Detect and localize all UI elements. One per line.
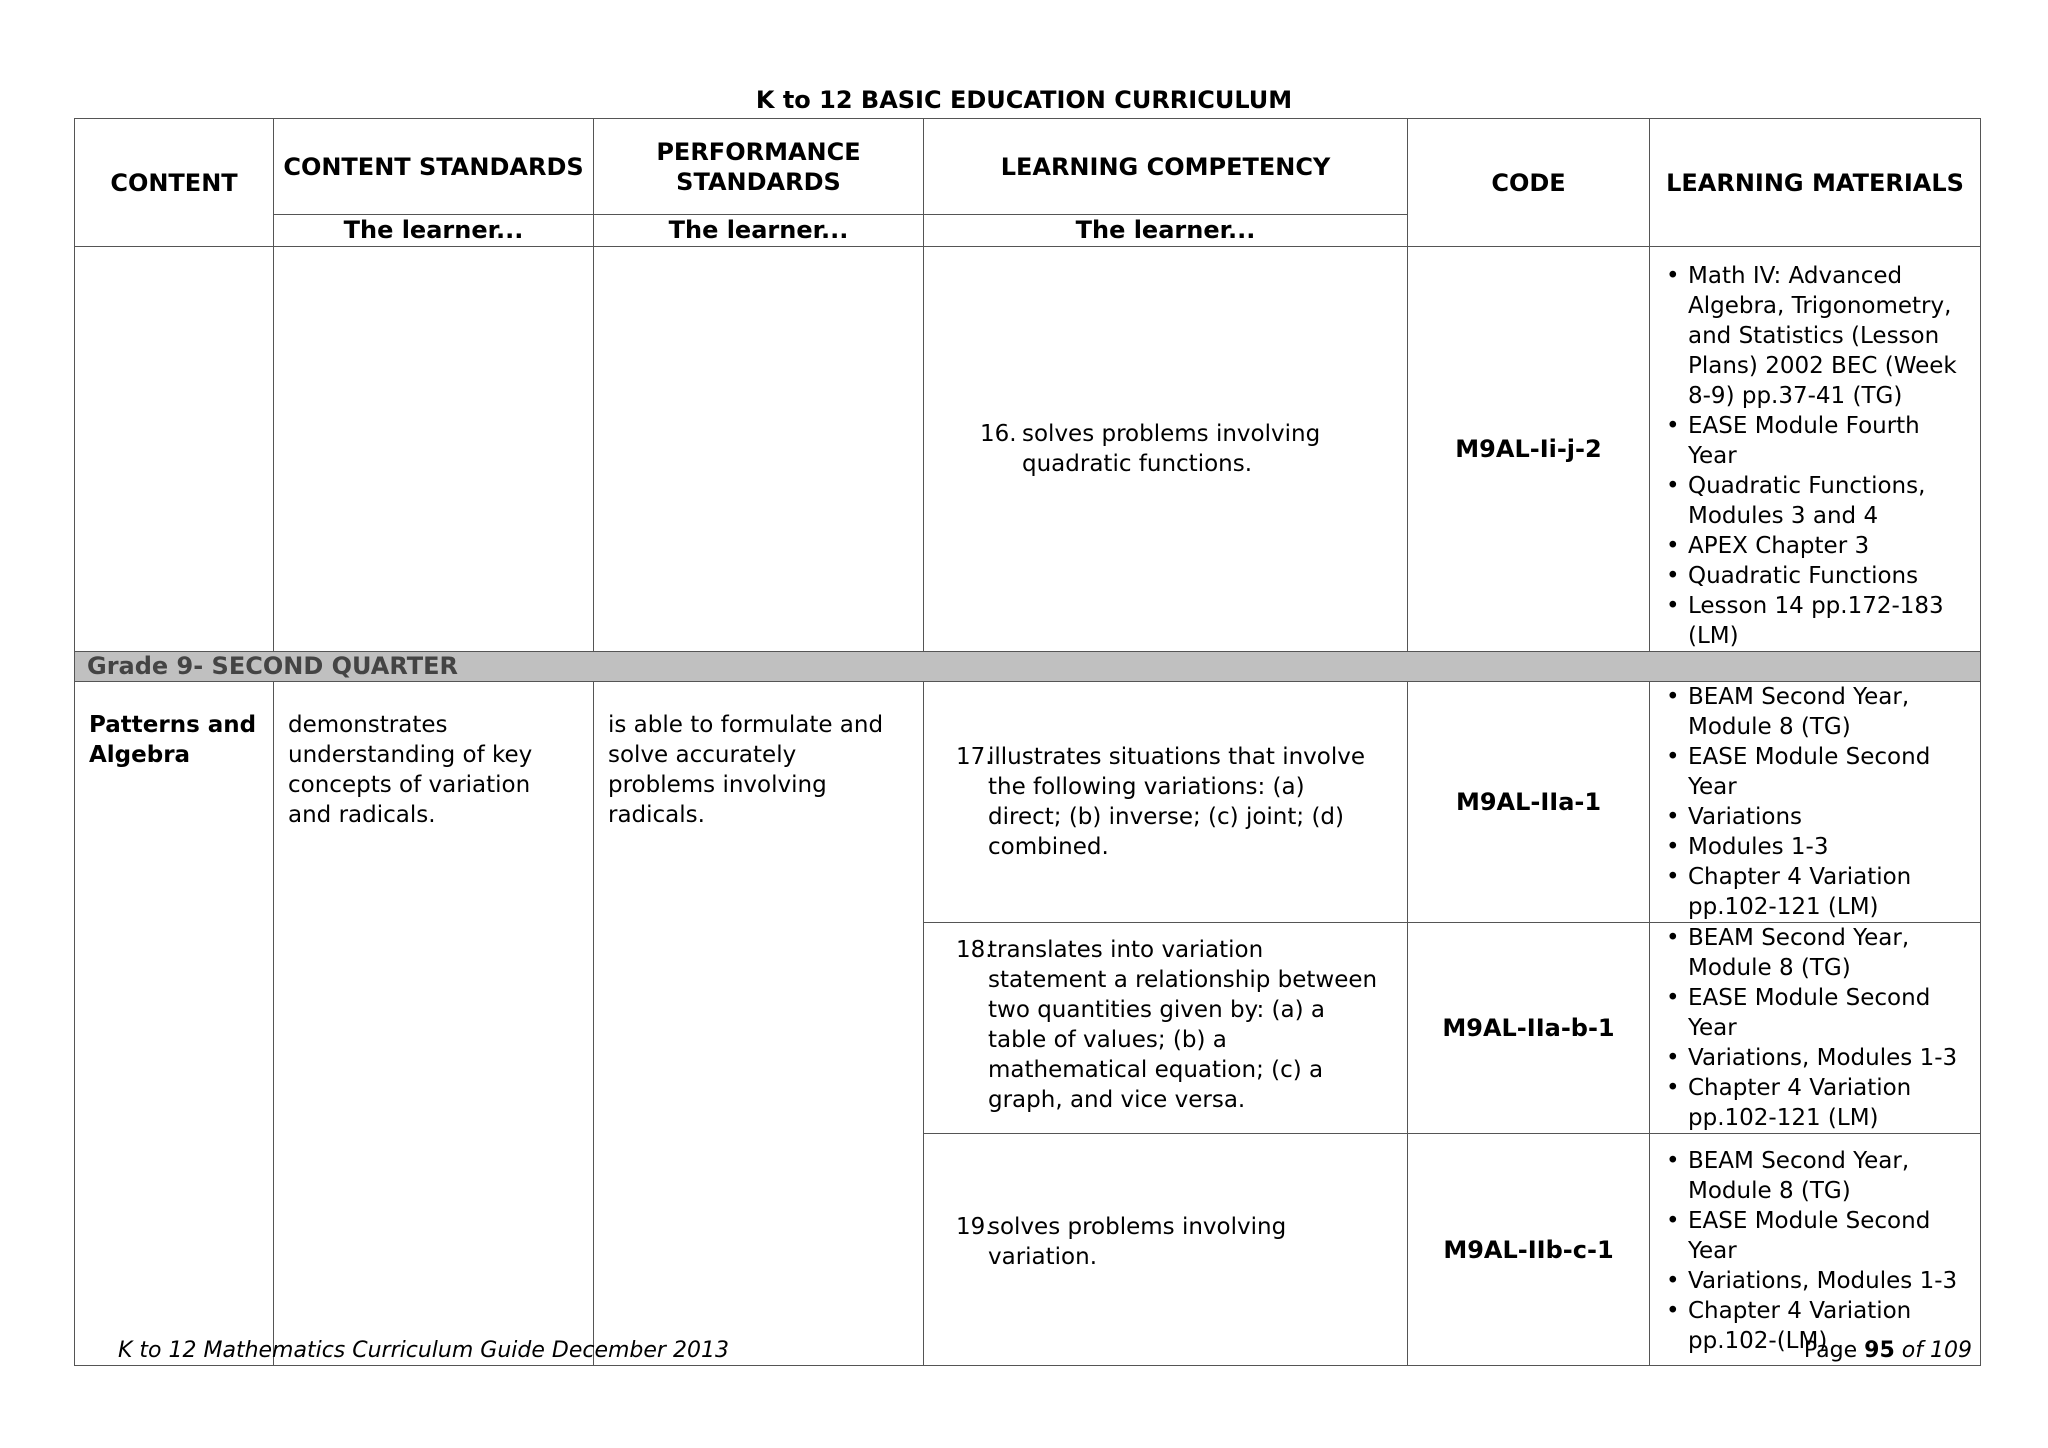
list-item: • Variations, Modules 1-3 xyxy=(1688,1043,1972,1073)
code-cell: M9AL-IIb-c-1 xyxy=(1408,1134,1650,1366)
list-item: • Modules 1-3 xyxy=(1688,832,1972,862)
header-learning-competency: LEARNING COMPETENCY xyxy=(924,119,1408,215)
list-item: • BEAM Second Year, Module 8 (TG) xyxy=(1688,682,1972,742)
code-cell: M9AL-IIa-1 xyxy=(1408,682,1650,923)
list-item: • Lesson 14 pp.172-183 (LM) xyxy=(1688,591,1972,651)
list-item: • Chapter 4 Variation pp.102-121 (LM) xyxy=(1688,1073,1972,1133)
materials-cell xyxy=(1650,682,1981,923)
competency-cell xyxy=(924,247,1408,652)
header-content-standards: CONTENT STANDARDS xyxy=(274,119,594,215)
list-item: • EASE Module Second Year xyxy=(1688,1206,1972,1266)
page-word: Page xyxy=(1803,1338,1858,1363)
materials-list xyxy=(1654,261,1972,651)
header-learner-lc: The learner... xyxy=(924,215,1408,247)
table-row xyxy=(75,247,1981,652)
competency-number: 16. xyxy=(980,421,1017,447)
competency-text: translates into variation statement a relationship between two quantities given by: (a) a table of values; (b) a mathematical equation; (c) a graph, and vice versa. xyxy=(988,937,1378,1113)
competency-text: illustrates situations that involve the following variations: (a) direct; (b) inverse; (c) joint; (d) combined. xyxy=(988,744,1365,860)
list-item: • EASE Module Second Year xyxy=(1688,742,1972,802)
materials-list xyxy=(1654,923,1972,1133)
list-item: • Quadratic Functions xyxy=(1688,561,1972,591)
competency-cell xyxy=(924,682,1408,923)
competency-number: 17. xyxy=(956,744,993,770)
competency-number: 18. xyxy=(956,937,993,963)
list-item: • Quadratic Functions, Modules 3 and 4 xyxy=(1688,471,1972,531)
header-learning-materials: LEARNING MATERIALS xyxy=(1650,119,1981,247)
header-learner-ps: The learner... xyxy=(594,215,924,247)
curriculum-table xyxy=(74,118,1981,1366)
list-item: • APEX Chapter 3 xyxy=(1688,531,1972,561)
list-item: • BEAM Second Year, Module 8 (TG) xyxy=(1688,1146,1972,1206)
competency-text: solves problems involving quadratic functions. xyxy=(1022,421,1321,477)
header-performance-standards: PERFORMANCE STANDARDS xyxy=(594,119,924,215)
list-item: • Variations xyxy=(1688,802,1972,832)
competency-text: solves problems involving variation. xyxy=(988,1213,1287,1270)
quarter-banner: Grade 9- SECOND QUARTER xyxy=(75,652,1981,682)
table-row xyxy=(75,682,1981,923)
materials-cell xyxy=(1650,923,1981,1134)
competency-cell xyxy=(924,1134,1408,1366)
list-item: • BEAM Second Year, Module 8 (TG) xyxy=(1688,923,1972,983)
materials-list xyxy=(1654,1146,1972,1356)
empty-cell xyxy=(594,247,924,652)
code-cell: M9AL-Ii-j-2 xyxy=(1408,247,1650,652)
content-cell: Patterns and Algebra xyxy=(75,682,274,1366)
header-content: CONTENT xyxy=(75,119,274,247)
list-item: • Chapter 4 Variation pp.102-(LM) xyxy=(1688,1296,1972,1356)
list-item: • Math IV: Advanced Algebra, Trigonometry, and Statistics (Lesson Plans) 2002 BEC (Week 8-9) pp.37-41 (TG) xyxy=(1688,261,1972,411)
header-code: CODE xyxy=(1408,119,1650,247)
empty-cell xyxy=(274,247,594,652)
footer-guide-title: K to 12 Mathematics Curriculum Guide December 2013 xyxy=(118,1338,729,1363)
materials-list xyxy=(1654,682,1972,922)
materials-cell xyxy=(1650,247,1981,652)
performance-standard-cell: is able to formulate and solve accurately problems involving radicals. xyxy=(594,682,924,1366)
list-item: • Chapter 4 Variation pp.102-121 (LM) xyxy=(1688,862,1972,922)
footer-page-number xyxy=(1804,1338,1972,1363)
materials-cell xyxy=(1650,1134,1981,1366)
page-total: of 109 xyxy=(1901,1338,1972,1363)
document-title: K to 12 BASIC EDUCATION CURRICULUM xyxy=(755,86,1293,114)
content-standard-cell: demonstrates understanding of key concepts of variation and radicals. xyxy=(274,682,594,1366)
header-learner-cs: The learner... xyxy=(274,215,594,247)
empty-cell xyxy=(75,247,274,652)
competency-number: 19. xyxy=(956,1213,993,1240)
list-item: • EASE Module Fourth Year xyxy=(1688,411,1972,471)
list-item: • EASE Module Second Year xyxy=(1688,983,1972,1043)
list-item: • Variations, Modules 1-3 xyxy=(1688,1266,1972,1296)
competency-cell xyxy=(924,923,1408,1134)
code-cell: M9AL-IIa-b-1 xyxy=(1408,923,1650,1134)
page-number: 95 xyxy=(1864,1338,1895,1363)
